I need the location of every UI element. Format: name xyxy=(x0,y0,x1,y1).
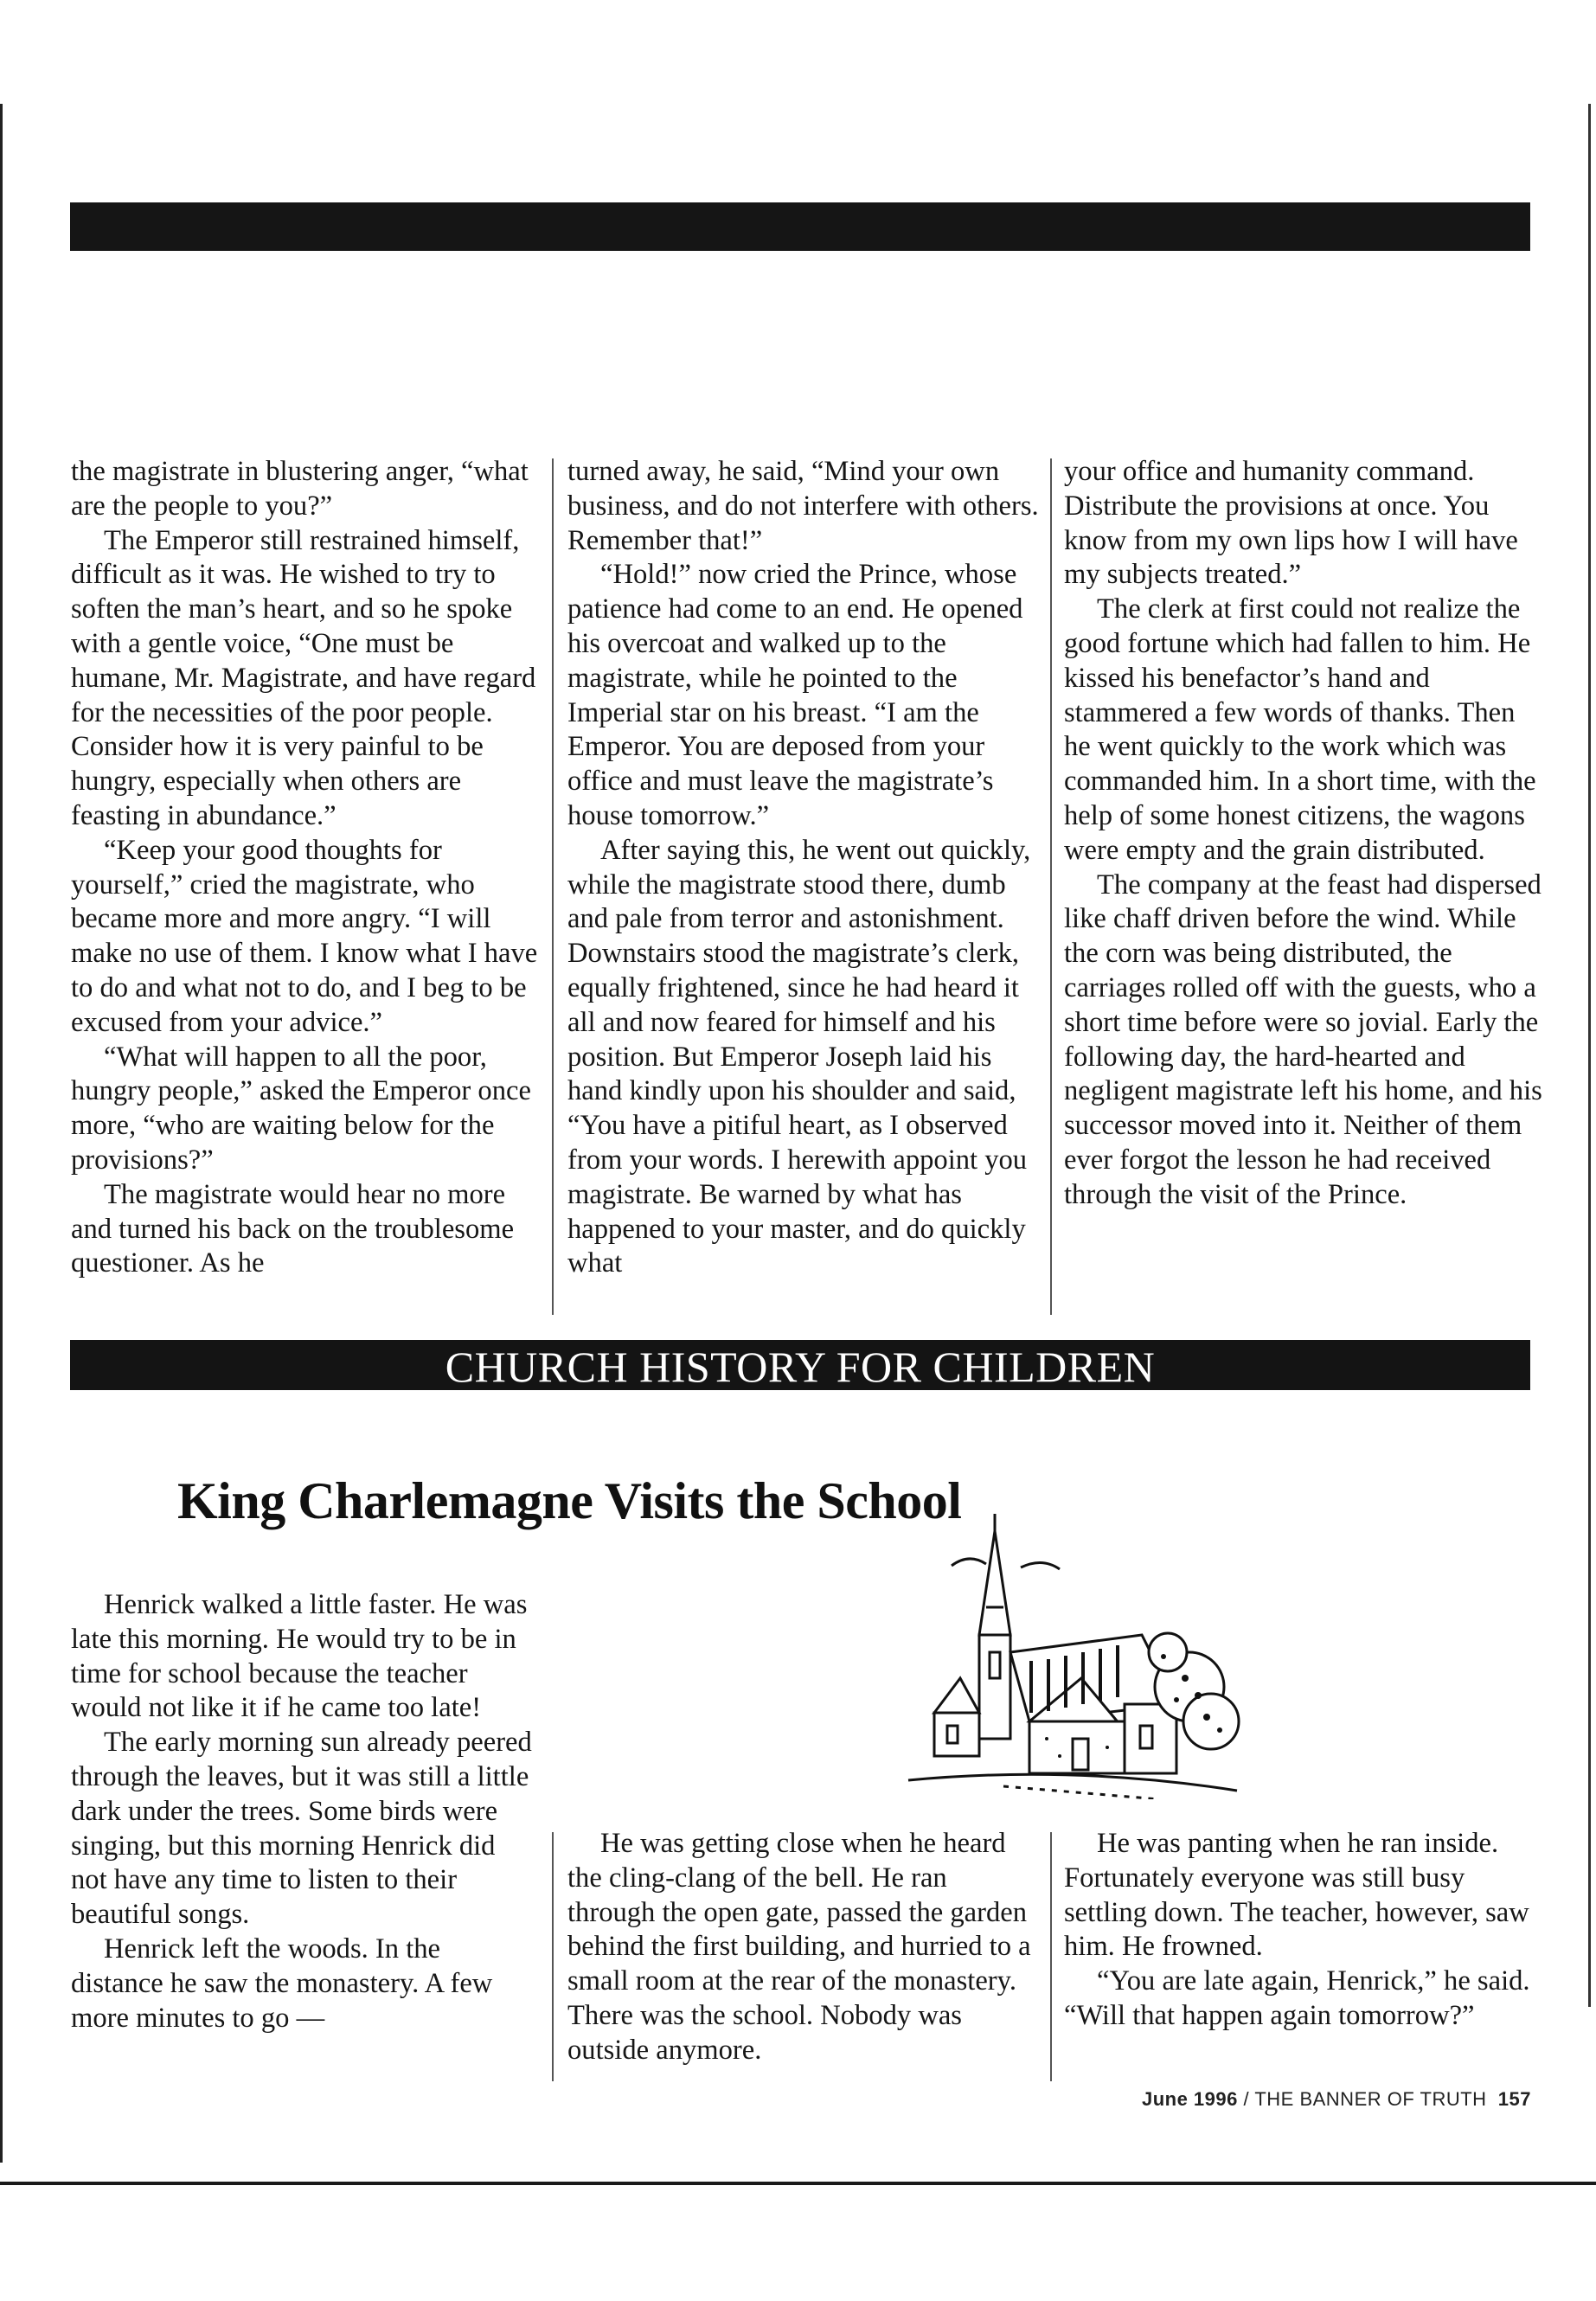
paragraph: “You are late again, Henrick,” he said. “Will that happen again tomorrow?” xyxy=(1064,1965,1530,2031)
section-banner xyxy=(70,1340,1530,1390)
footer-separator: / xyxy=(1243,2088,1250,2110)
paragraph: “Hold!” now cried the Prince, whose patience had come to an end. He opened his overcoat and walked up to the magistrate, while he pointed to the Imperial star on his breast. “I am the Emperor. You are deposed from your office and must leave the magistrate’s house tomorrow.” xyxy=(567,559,1023,831)
column-divider xyxy=(552,1832,554,2081)
column-divider xyxy=(1050,1832,1052,2081)
paragraph: The early morning sun already peered through the leaves, but it was still a little dark under the trees. Some birds were singing, but this morning Henrick did not have any time to listen to their beautiful songs. xyxy=(71,1727,532,1931)
paragraph: The company at the feast had dispersed like chaff driven before the wind. While the corn was being distributed, the carriages rolled off with the guests, who a short time before were so jovial. Early the following day, the hard-hearted and negligent magistrate left his home, and his successor moved into it. Neither of them ever forgot the lesson he had received through the visit of the Prince. xyxy=(1064,868,1542,1210)
footer-publication: THE BANNER OF TRUTH xyxy=(1254,2088,1487,2110)
church-icon xyxy=(900,1505,1246,1799)
column-divider xyxy=(552,458,554,1315)
page-footer xyxy=(1021,2087,1531,2112)
article-column-2 xyxy=(567,455,1042,1281)
paragraph: The magistrate would hear no more and turned his back on the troublesome questioner. As he xyxy=(71,1178,515,1279)
page-edge-right xyxy=(1588,104,1591,2007)
paragraph: “What will happen to all the poor, hungry people,” asked the Emperor once more, “who are waiting below for the provisions?” xyxy=(71,1041,531,1176)
paragraph: “Keep your good thoughts for yourself,” cried the magistrate, who became more and more angry. “I will make no use of them. I know what I have to do and what not to do, and I beg to be excused from your advice.” xyxy=(71,834,538,1038)
paragraph: He was getting close when he heard the cling-clang of the bell. He ran through the open gate, passed the garden behind the first building, and hurried to a small room at the rear of the monastery. There was the school. Nobody was outside anymore. xyxy=(567,1828,1031,2066)
section-banner-label: CHURCH HISTORY FOR CHILDREN xyxy=(445,1343,1156,1391)
page-bottom-rule xyxy=(0,2182,1596,2185)
top-header-bar xyxy=(70,202,1530,251)
story-column-3 xyxy=(1064,1827,1548,2034)
page-edge-left xyxy=(0,104,3,2163)
paragraph: your office and humanity command. Distribute the provisions at once. You know from my own lips how I will have my subjects treated.” xyxy=(1064,456,1518,591)
paragraph: The Emperor still restrained himself, difficult as it was. He wished to try to soften the man’s heart, and so he spoke with a gentle voice, “One must be humane, Mr. Magistrate, and have regard for the necessities of the poor people. Consider how it is very painful to be hungry, especially when others are feasting in abundance.” xyxy=(71,524,536,831)
paragraph: The clerk at first could not realize the good fortune which had fallen to him. He kissed his benefactor’s hand and stammered a few words of thanks. Then he went quickly to the work which was commanded him. In a short time, with the help of some honest citizens, the wagons were empty and the grain distributed. xyxy=(1064,593,1536,866)
story-column-1 xyxy=(71,1588,538,2035)
story-title: King Charlemagne Visits the School xyxy=(177,1472,962,1529)
column-divider xyxy=(1050,458,1052,1315)
paragraph: the magistrate in blustering anger, “what are the people to you?” xyxy=(71,456,529,522)
paragraph: turned away, he said, “Mind your own business, and do not interfere with others. Remember that!” xyxy=(567,456,1039,556)
paragraph: He was panting when he ran inside. Fortunately everyone was still busy settling down. The teacher, however, saw him. He frowned. xyxy=(1064,1828,1529,1963)
story-column-2 xyxy=(567,1827,1042,2068)
page-number: 157 xyxy=(1497,2088,1531,2110)
footer-date: June 1996 xyxy=(1141,2088,1238,2110)
paragraph: After saying this, he went out quickly, while the magistrate stood there, dumb and pale from terror and astonishment. Downstairs stood the magistrate’s clerk, equally frightened, since he had heard it all and now feared for himself and his position. But Emperor Joseph laid his hand kindly upon his shoulder and said, “You have a pitiful heart, as I observed from your words. I herewith appoint you magistrate. Be warned by what has happened to your master, and do quickly what xyxy=(567,834,1031,1279)
article-column-1 xyxy=(71,455,538,1281)
paragraph: Henrick walked a little faster. He was late this morning. He would try to be in time for school because the teacher would not like it if he came too late! xyxy=(71,1589,528,1724)
article-column-3 xyxy=(1064,455,1548,1213)
paragraph: Henrick left the woods. In the distance he saw the monastery. A few more minutes to go — xyxy=(71,1932,493,2034)
